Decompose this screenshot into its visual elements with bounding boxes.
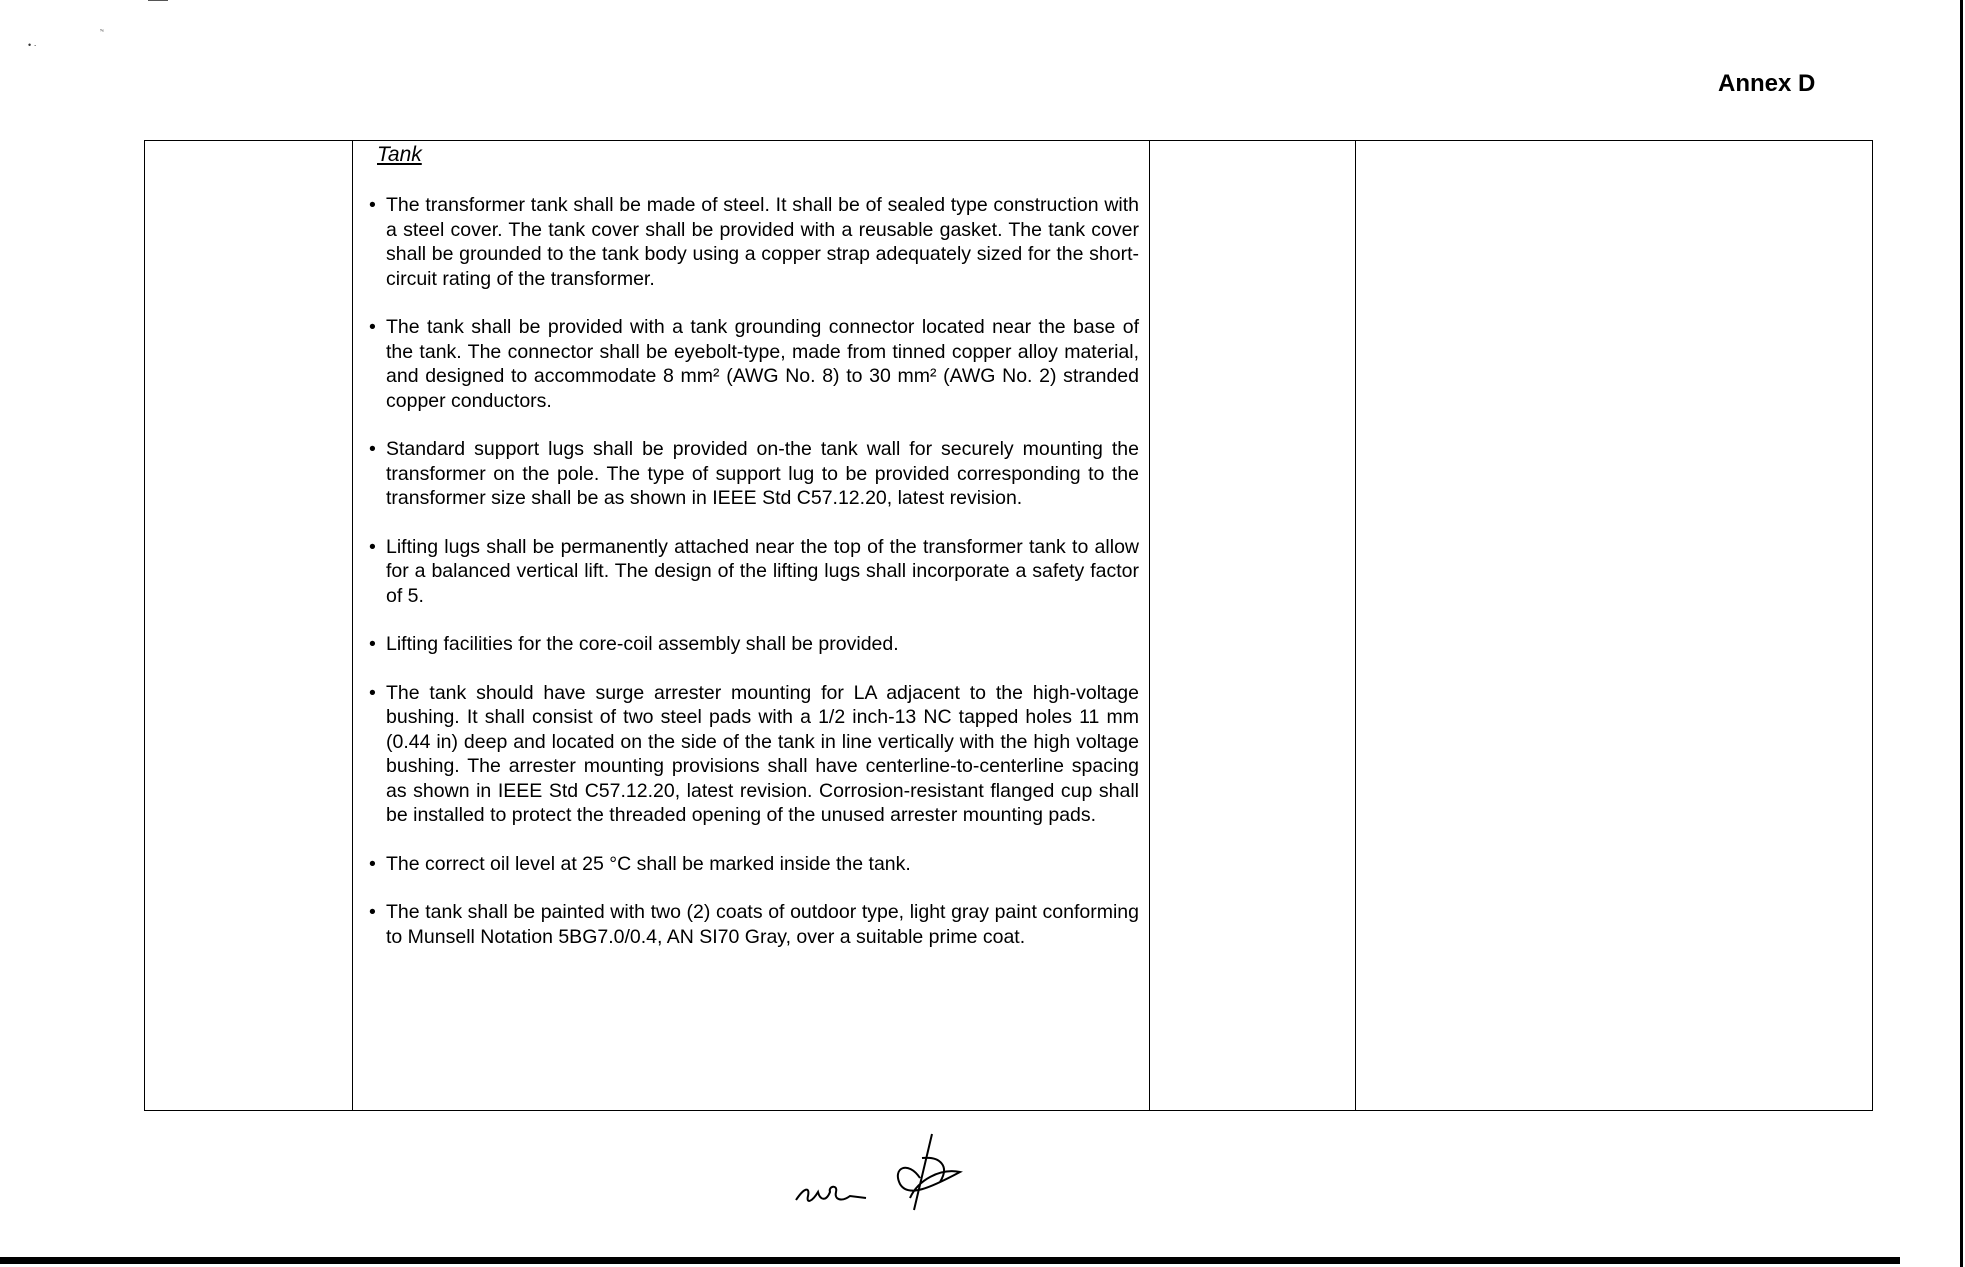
list-item: • The tank shall be painted with two (2) coats of outdoor type, light gray paint conforming to Munsell Notation 5BG7.0/0.4, AN SI70 Gray, over a suitable prime coat. bbox=[367, 900, 1139, 949]
table-cell-blank bbox=[1356, 141, 1873, 1111]
section-title: Tank bbox=[377, 143, 422, 166]
spec-table bbox=[144, 140, 1873, 1111]
list-item: • Lifting lugs shall be permanently attached near the top of the transformer tank to allow for a balanced vertical lift. The design of the lifting lugs shall incorporate a safety factor of 5. bbox=[367, 535, 1139, 609]
list-item: • The tank shall be provided with a tank grounding connector located near the base of the tank. The connector shall be eyebolt-type, made from tinned copper alloy material, and designed to accommodate 8 mm² (AWG No. 8) to 30 mm² (AWG No. 2) stranded copper conductors. bbox=[367, 315, 1139, 413]
list-item: • Standard support lugs shall be provided on-the tank wall for securely mounting the transformer on the pole. The type of support lug to be provided corresponding to the transformer size shall be as shown in IEEE Std C57.12.20, latest revision. bbox=[367, 437, 1139, 511]
page-edge-right bbox=[1960, 0, 1963, 1267]
annex-label: Annex D bbox=[1718, 70, 1816, 97]
table-cell-blank bbox=[1150, 141, 1356, 1111]
list-item: • The tank should have surge arrester mounting for LA adjacent to the high-voltage bushing. It shall consist of two steel pads with a 1/2 inch-13 NC tapped holes 11 mm (0.44 in) deep and located on the side of the tank in line vertically with the high voltage bushing. The arrester mounting provisions shall have centerline-to-centerline spacing as shown in IEEE Std C57.12.20, latest revision. Corrosion-resistant flanged cup shall be installed to protect the threaded opening of the unused arrester mounting pads. bbox=[367, 681, 1139, 828]
table-cell-blank bbox=[145, 141, 353, 1111]
list-item: • The correct oil level at 25 °C shall be marked inside the tank. bbox=[367, 852, 1139, 877]
page-bottom-rule bbox=[0, 1257, 1900, 1264]
list-item: • The transformer tank shall be made of steel. It shall be of sealed type construction with a steel cover. The tank cover shall be provided with a reusable gasket. The tank cover shall be grounded to the tank body using a copper strap adequately sized for the short-circuit rating of the transformer. bbox=[367, 193, 1139, 291]
requirements-list bbox=[367, 193, 1139, 949]
scan-speck: ʼ‘ bbox=[100, 28, 104, 38]
scan-mark bbox=[148, 0, 168, 1]
table-cell-specification bbox=[353, 141, 1150, 1111]
scan-speck: • · bbox=[28, 40, 37, 50]
list-item: • Lifting facilities for the core-coil assembly shall be provided. bbox=[367, 632, 1139, 657]
signature-initials bbox=[790, 1128, 990, 1223]
table-row bbox=[145, 141, 1873, 1111]
